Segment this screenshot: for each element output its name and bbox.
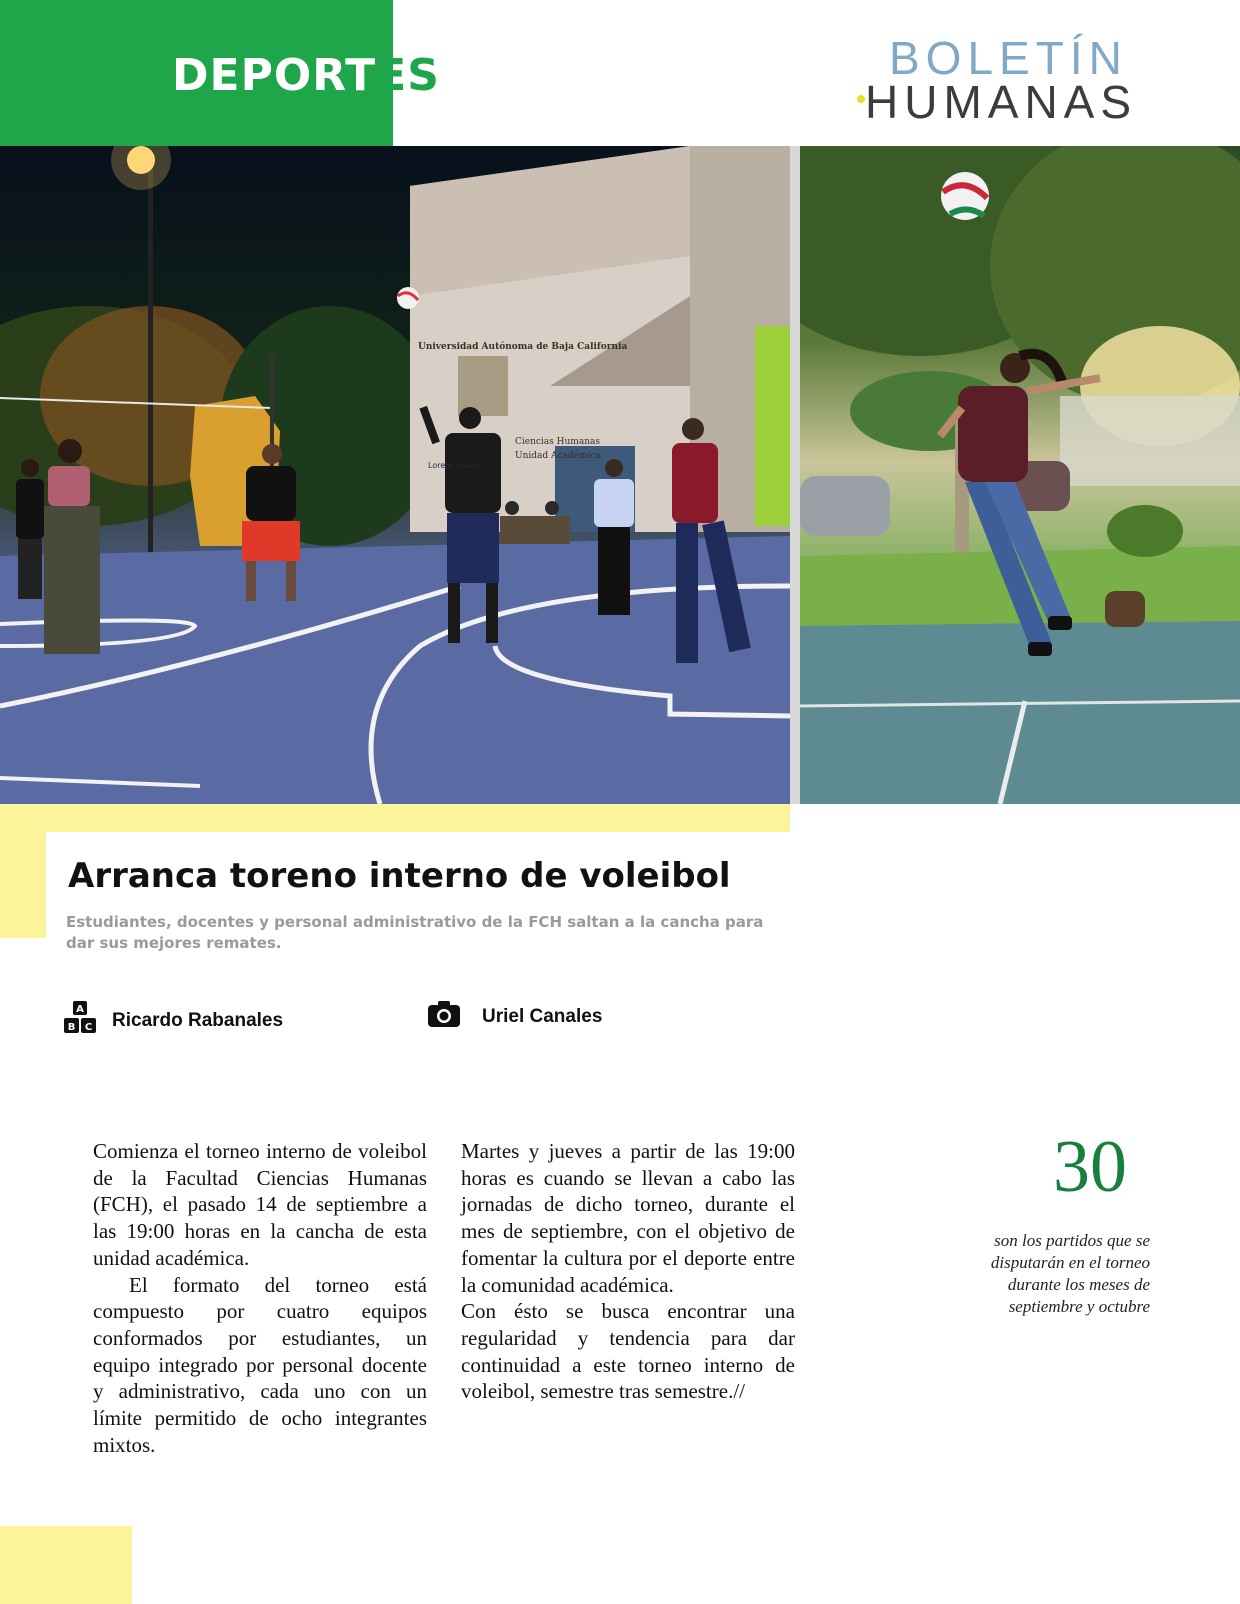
- body-paragraph: Martes y jueves a partir de las 19:00 horas es cuando se llevan a cabo las jornadas de dicho torneo, durante el mes de septiembre, con el objetivo de fomentar la cultura por el deporte entre la comunidad académica.: [461, 1139, 795, 1297]
- svg-text:B: B: [67, 1022, 76, 1033]
- masthead-bottom-text: HUMANAS: [865, 76, 1138, 128]
- author-name: Ricardo Rabanales: [112, 1009, 284, 1031]
- accent-bar-top: [0, 804, 790, 832]
- stat-number: 30: [1053, 1126, 1127, 1208]
- byline-author: [62, 1000, 283, 1041]
- photo-day-volleyball: [800, 146, 1240, 804]
- abc-blocks-icon: [62, 1000, 98, 1041]
- photographer-name: Uriel Canales: [482, 1005, 603, 1027]
- photo-day-volleyball-art: [800, 146, 1240, 804]
- section-title: [172, 50, 440, 101]
- stat-caption: son los partidos que se disputarán en el torneo durante los meses de septiembre y octubre: [990, 1231, 1150, 1316]
- photo-night-volleyball-art: [0, 146, 790, 804]
- body-paragraph: Comienza el torneo interno de voleibol de la Facultad Ciencias Humanas (FCH), el pasado 14 de septiembre a las 19:00 horas en la cancha de esta unidad académica.: [93, 1139, 427, 1270]
- body-paragraph: Con ésto se busca encontrar una regularidad y tendencia para dar continuidad a este torneo interno de voleibol, semestre tras semestre.//: [461, 1299, 795, 1404]
- building-sign-text: Universidad Autónoma de Baja California: [418, 342, 628, 352]
- accent-bar-bottom: [0, 1526, 132, 1604]
- building-sign-text-2: Ciencias Humanas: [515, 437, 600, 447]
- masthead-top: BOLETÍN: [889, 32, 1128, 84]
- camera-icon: [428, 1000, 460, 1033]
- svg-text:C: C: [84, 1022, 93, 1033]
- masthead-bottom: [865, 76, 1195, 128]
- section-title-main: DEPORT: [172, 50, 377, 101]
- section-title-overflow: ES: [376, 50, 440, 101]
- body-paragraph: El formato del torneo está compuesto por cuatro equipos conformados por estudiantes, un equipo integrado por personal docente y administrativo, cada uno con un límite permitido de ocho integrantes mixtos.: [93, 1272, 427, 1457]
- body-column-2: [461, 1138, 795, 1405]
- byline-photographer: [428, 1000, 602, 1033]
- svg-text:A: A: [76, 1004, 84, 1015]
- accent-bar-side: [0, 832, 46, 938]
- article-subtitle: Estudiantes, docentes y personal administrativo de la FCH saltan a la cancha para dar sus mejores remates.: [66, 913, 764, 952]
- body-column-1: [93, 1138, 427, 1458]
- photo-separator: [790, 146, 800, 804]
- photo-night-volleyball: [0, 146, 790, 804]
- article-title: Arranca toreno interno de voleibol: [68, 856, 731, 896]
- masthead-logo: [865, 32, 1195, 128]
- building-sign-text-3: Unidad Académica: [515, 451, 601, 461]
- masthead-dot: [857, 95, 865, 103]
- photo-overlay-text: Lorem ipsum: [428, 461, 480, 470]
